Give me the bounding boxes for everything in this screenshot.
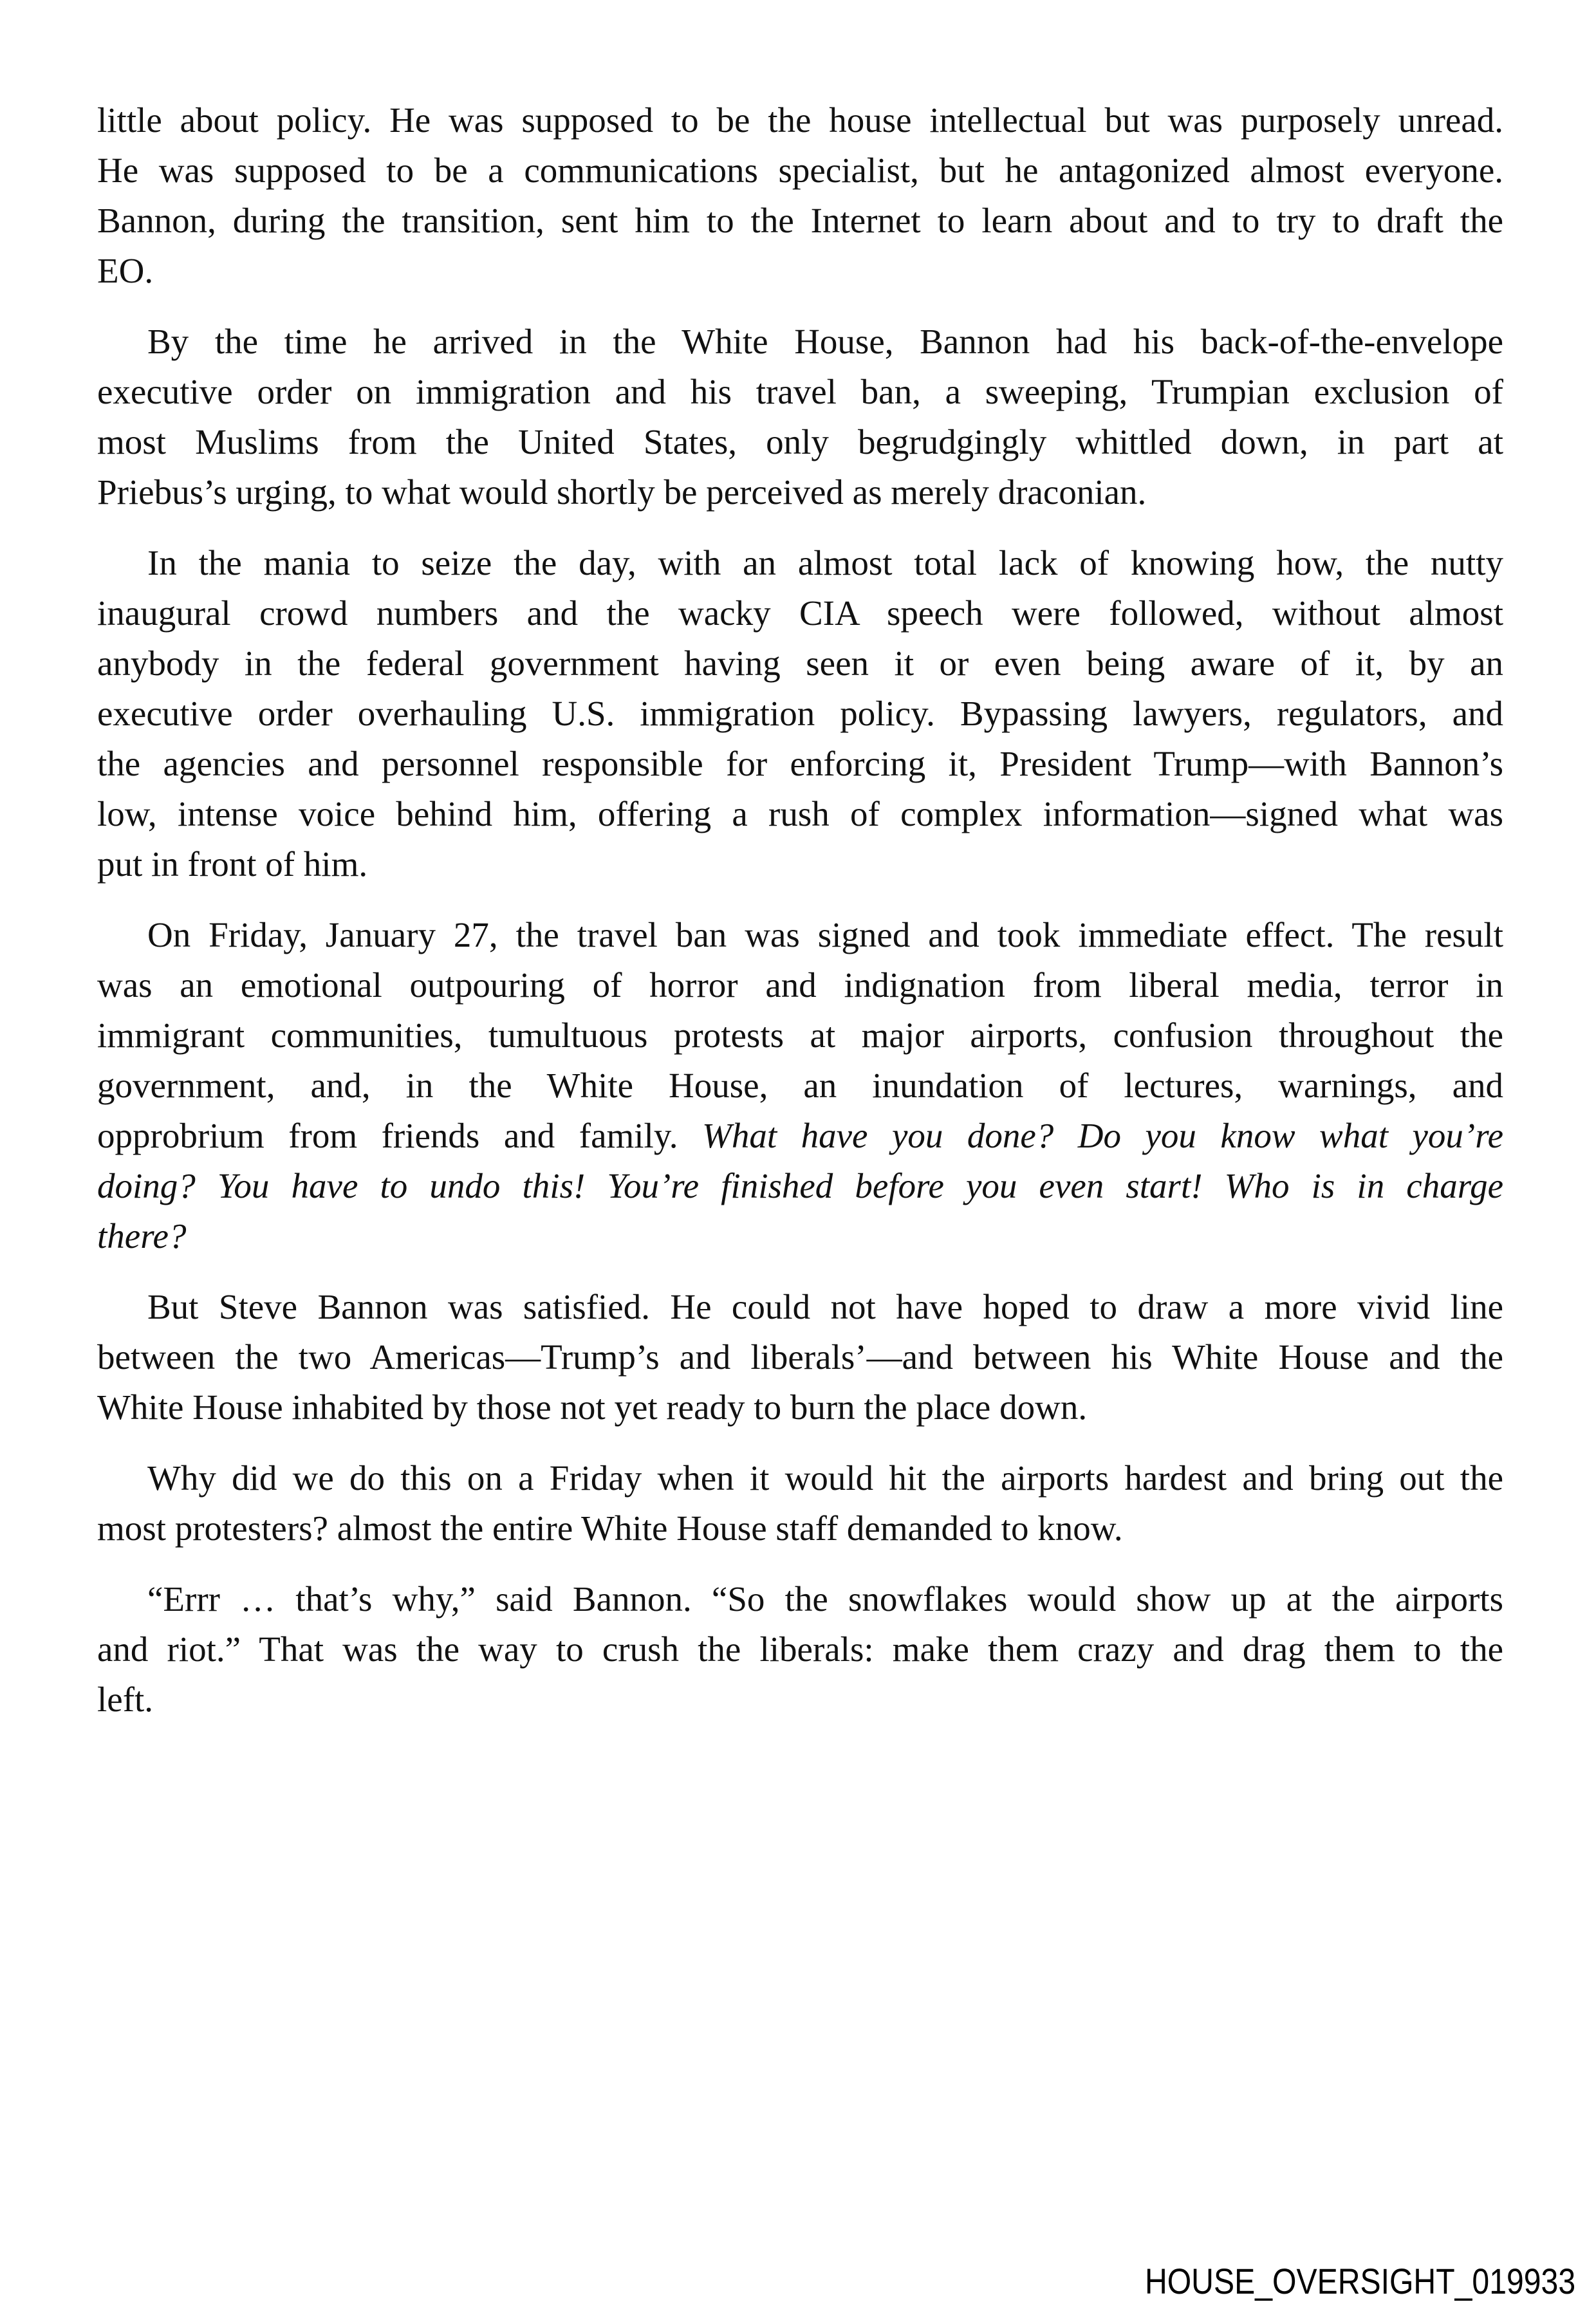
line-text: between the two Americas—Trump’s and liberals’—and between his White House and the [97, 1337, 1503, 1377]
paragraph [97, 317, 1503, 517]
text-line [97, 417, 1503, 467]
text-line [97, 960, 1503, 1010]
text-line [97, 538, 1503, 588]
bates-stamp: HOUSE_OVERSIGHT_019933 [1144, 2261, 1575, 2301]
line-text: low, intense voice behind him, offering a rush of complex information—signed what was [97, 794, 1503, 833]
text-line [97, 839, 1503, 889]
text-line [97, 1111, 1503, 1161]
line-text: most Muslims from the United States, only begrudgingly whittled down, in part at [97, 422, 1503, 461]
line-text: White House inhabited by those not yet ready to burn the place down. [97, 1388, 1088, 1427]
text-line [97, 638, 1503, 689]
text-line [97, 1161, 1503, 1211]
line-text: In the mania to seize the day, with an almost total lack of knowing how, the nutty [147, 543, 1503, 582]
text-line [97, 1624, 1503, 1675]
text-line [97, 1574, 1503, 1624]
line-text: little about policy. He was supposed to be the house intellectual but was purposely unread. [97, 100, 1503, 140]
line-text: inaugural crowd numbers and the wacky CIA speech were followed, without almost [97, 593, 1503, 633]
text-line [97, 95, 1503, 145]
text-line [97, 246, 1503, 296]
text-line [97, 1061, 1503, 1111]
paragraph [97, 95, 1503, 296]
line-text: anybody in the federal government having seen it or even being aware of it, by an [97, 644, 1503, 683]
text-line [97, 1453, 1503, 1503]
line-text: and riot.” That was the way to crush the liberals: make them crazy and drag them to the [97, 1629, 1503, 1669]
line-text: executive order on immigration and his travel ban, a sweeping, Trumpian exclusion of [97, 372, 1503, 411]
document-body [97, 95, 1503, 1745]
line-text: opprobrium from friends and family. [97, 1116, 703, 1155]
italic-text: there? [97, 1216, 187, 1256]
text-line [97, 789, 1503, 839]
line-text: most protesters? almost the entire White House staff demanded to know. [97, 1508, 1123, 1548]
text-line [97, 1010, 1503, 1061]
line-text: But Steve Bannon was satisfied. He could not have hoped to draw a more vivid line [147, 1287, 1503, 1326]
paragraph [97, 1282, 1503, 1433]
line-text: immigrant communities, tumultuous protests at major airports, confusion throughout the [97, 1016, 1503, 1055]
text-line [97, 317, 1503, 367]
paragraph [97, 1574, 1503, 1725]
line-text: put in front of him. [97, 844, 368, 884]
text-line [97, 689, 1503, 739]
text-line [97, 196, 1503, 246]
text-line [97, 910, 1503, 960]
text-line [97, 739, 1503, 789]
line-text: EO. [97, 251, 154, 290]
line-text: Priebus’s urging, to what would shortly be perceived as merely draconian. [97, 472, 1147, 512]
paragraph [97, 910, 1503, 1261]
paragraph [97, 538, 1503, 889]
text-line [97, 145, 1503, 196]
line-text: left. [97, 1680, 154, 1719]
line-text: executive order overhauling U.S. immigration policy. Bypassing lawyers, regulators, and [97, 694, 1503, 733]
line-text: was an emotional outpouring of horror and indignation from liberal media, terror in [97, 965, 1503, 1005]
line-text: “Errr … that’s why,” said Bannon. “So the snowflakes would show up at the airports [147, 1579, 1503, 1619]
text-line [97, 1332, 1503, 1382]
text-line [97, 1675, 1503, 1725]
line-text: He was supposed to be a communications specialist, but he antagonized almost everyone. [97, 151, 1503, 190]
italic-text: What have you done? Do you know what you’re [702, 1116, 1503, 1155]
text-line [97, 1211, 1503, 1261]
line-text: By the time he arrived in the White House, Bannon had his back-of-the-envelope [147, 322, 1503, 361]
text-line [97, 1382, 1503, 1433]
text-line [97, 1282, 1503, 1332]
text-line [97, 588, 1503, 638]
line-text: On Friday, January 27, the travel ban was signed and took immediate effect. The result [147, 915, 1503, 954]
line-text: the agencies and personnel responsible for enforcing it, President Trump—with Bannon’s [97, 744, 1503, 783]
line-text: Bannon, during the transition, sent him to the Internet to learn about and to try to draft the [97, 201, 1503, 240]
line-text: Why did we do this on a Friday when it would hit the airports hardest and bring out the [147, 1458, 1503, 1498]
line-text: government, and, in the White House, an inundation of lectures, warnings, and [97, 1066, 1503, 1105]
italic-text: doing? You have to undo this! You’re finished before you even start! Who is in charge [97, 1166, 1503, 1205]
paragraph [97, 1453, 1503, 1554]
text-line [97, 1503, 1503, 1554]
text-line [97, 467, 1503, 517]
text-line [97, 367, 1503, 417]
